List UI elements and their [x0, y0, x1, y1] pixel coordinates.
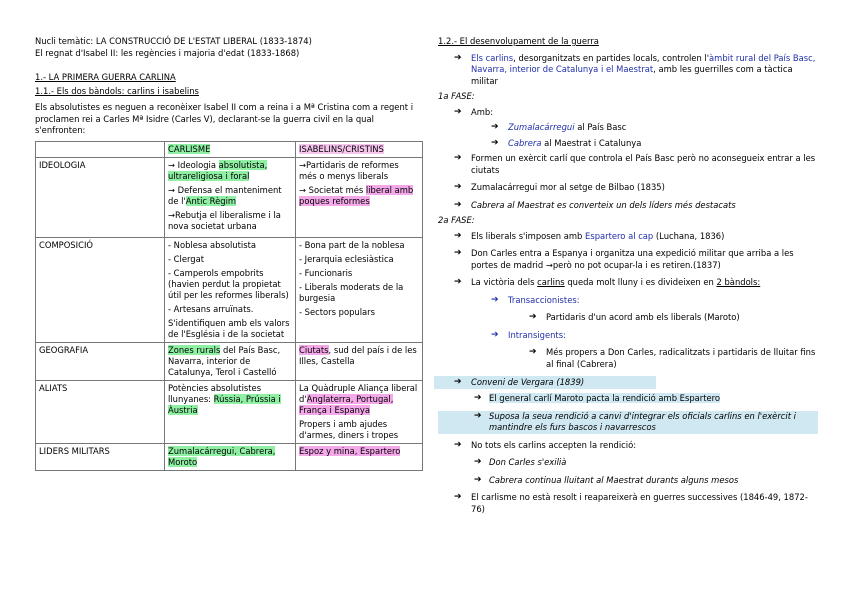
text: → Ideologia	[168, 159, 219, 170]
arrow-icon: ➔	[491, 122, 499, 132]
right-column	[438, 36, 818, 515]
ideologia-isabelins	[296, 157, 423, 237]
list-item: - Sectors populars	[299, 306, 375, 317]
text: Zumalacárregui	[508, 122, 575, 132]
arrow-icon: ➔	[529, 312, 537, 322]
text: Conveni de Vergara (1839)	[471, 377, 585, 387]
text: → Societat més	[299, 184, 366, 195]
highlight: Rússia, Prússia i Àustria	[168, 393, 281, 415]
nucli-line	[35, 36, 423, 48]
aliats-isabelins	[296, 380, 423, 443]
text: 2 bàndols:	[716, 277, 761, 287]
nucli-prefix: Nucli temàtic:	[35, 36, 96, 46]
highlight: Antic Règim	[185, 195, 237, 206]
composicio-carlisme	[165, 237, 296, 342]
list-item	[438, 248, 818, 271]
liders-carlisme	[165, 443, 296, 470]
arrow-icon: ➔	[474, 474, 482, 485]
arrow-icon: ➔	[454, 153, 462, 163]
regnat-line: El regnat d'Isabel II: les regències i majoria d'edat (1833-1868)	[35, 47, 300, 58]
text: Cabrera	[508, 137, 542, 148]
text: Els liberals s'imposen amb	[471, 230, 586, 241]
arrow-icon: ➔	[454, 230, 462, 241]
list-item	[438, 295, 818, 307]
text: del País Basc, Navarra, interior de Catalunya, Terol i Castelló	[168, 344, 281, 377]
text: queda molt lluny i es divideixen en	[564, 277, 717, 287]
list-item	[438, 330, 818, 342]
highlight: absolutista, ultrareligiosa i foral	[168, 159, 268, 181]
text: → Defensa el manteniment de l'	[168, 184, 282, 206]
ideologia-carlisme-a	[168, 160, 292, 182]
text: El general carlí Maroto pacta la rendició amb Espartero	[489, 393, 721, 403]
table-row	[36, 157, 423, 237]
list-item: S'identifiquen amb els valors de l'Església i de la societat	[168, 317, 290, 339]
arrow-icon: ➔	[454, 377, 462, 387]
intro-line-1: Els absolutistes es neguen a reconèixer Isabel II com a reina i a Mª Cristina com a regent i	[35, 102, 414, 112]
text: No tots els carlins accepten la rendició:	[471, 439, 637, 450]
row-label-liders: LIDERS MILITARS	[36, 443, 165, 470]
list-item	[438, 107, 818, 119]
arrow-icon: ➔	[454, 106, 462, 117]
list-item: - Bona part de la noblesa	[299, 239, 405, 250]
arrow-icon: ➔	[491, 294, 499, 305]
text: , desorganitzats en partides locals, controlen l'	[513, 52, 710, 63]
text: Intransigents:	[508, 329, 566, 340]
highlight: Zumalacárregui, Cabrera, Moroto	[168, 445, 276, 467]
table-row	[36, 237, 423, 342]
header-empty-cell	[36, 141, 165, 157]
list-item: - Artesans arruïnats.	[168, 303, 254, 314]
isabelins-label: ISABELINS/CRISTINS	[299, 143, 384, 154]
text: Zumalacárregui mor al setge de Bilbao (1835)	[471, 182, 665, 192]
fase-2-label: 2a FASE:	[438, 215, 475, 225]
list-item	[438, 200, 818, 212]
aliats-isabelins-b: Propers i amb ajudes d'armes, diners i tropes	[299, 418, 399, 440]
text: Potències absolutistes llunyanes:	[168, 382, 262, 404]
row-label-ideologia: IDEOLOGIA	[36, 157, 165, 237]
arrow-icon: ➔	[474, 410, 482, 421]
arrow-icon: ➔	[491, 329, 499, 340]
arrow-icon: ➔	[454, 492, 462, 502]
text: Partidaris d'un acord amb els liberals (Maroto)	[546, 312, 740, 322]
list-item	[438, 138, 818, 150]
highlight: Anglaterra, Portugal, França i Espanya	[299, 393, 394, 415]
text: Suposa la seua rendició a canvi d'integrar els oficials carlins en l'exèrcit i mantindre els furs bascos i navarrescos	[489, 410, 796, 432]
ideologia-carlisme-b	[168, 185, 292, 207]
row-label-composicio: COMPOSICIÓ	[36, 237, 165, 342]
nucli-years: (1833-1874)	[257, 36, 312, 46]
ideologia-isabelins-b	[299, 185, 419, 207]
text: (Luchana, 1836)	[653, 230, 725, 241]
section-1-1-heading: 1.1.- Els dos bàndols: carlins i isabelins	[35, 85, 199, 96]
left-column	[35, 36, 423, 471]
aliats-isabelins-a	[299, 383, 419, 416]
text: Cabrera continua lluitant al Maestrat durants alguns mesos	[489, 474, 739, 485]
list-item	[438, 440, 818, 452]
arrow-icon: ➔	[474, 393, 482, 403]
list-item	[438, 231, 818, 243]
header-carlisme	[165, 141, 296, 157]
geografia-carlisme	[165, 342, 296, 380]
text: Transaccionistes:	[508, 294, 580, 305]
row-label-aliats: ALIATS	[36, 380, 165, 443]
list-item: - Liberals moderats de la burgesia	[299, 281, 404, 303]
arrow-icon: ➔	[529, 347, 537, 357]
list-item	[438, 312, 818, 324]
list-item: - Noblesa absolutista	[168, 239, 256, 250]
text: La victòria dels	[471, 277, 538, 287]
text: , sud del país i de les Illes, Castella	[299, 344, 417, 366]
text: àmbit rural del País Basc, Navarra, interior de Catalunya i el Maestrat	[471, 52, 816, 74]
liders-isabelins	[296, 443, 423, 470]
arrow-icon: ➔	[454, 182, 462, 192]
arrow-icon: ➔	[454, 199, 462, 210]
table-row	[36, 380, 423, 443]
text: Amb:	[471, 106, 494, 117]
text: El carlisme no està resolt i reapareixerà en guerres successives (1846-49, 1872-76)	[471, 492, 808, 514]
table-header-row	[36, 141, 423, 157]
text: carlins	[537, 277, 565, 287]
list-item	[438, 492, 818, 515]
conveni-block	[434, 376, 656, 389]
intro-line-2: proclamen rei a Carles Mª Isidre (Carles V), declarant-se la guerra civil en la qual	[35, 113, 374, 124]
text: La Quàdruple Aliança liberal d'	[299, 382, 418, 404]
text: al Maestrat i Catalunya	[541, 137, 642, 148]
list-item	[438, 53, 818, 88]
list-item	[438, 475, 818, 487]
list-item	[438, 393, 818, 405]
section-1-2-heading: 1.2.- El desenvolupament de la guerra	[438, 36, 599, 46]
list-item	[438, 153, 818, 176]
arrow-icon: ➔	[454, 248, 462, 258]
highlight: liberal amb poques reformes	[299, 184, 414, 206]
text: Cabrera al Maestrat es converteix un dels líders més destacats	[471, 199, 736, 210]
text: , amb les guerrilles com a tàctica militar	[471, 64, 793, 86]
nucli-title: LA CONSTRUCCIÓ DE L'ESTAT LIBERAL	[95, 36, 258, 46]
list-item: - Jerarquia eclesiàstica	[299, 253, 394, 264]
ideologia-isabelins-a: →Partidaris de reformes més o menys liberals	[299, 159, 399, 181]
highlight: Zones rurals	[168, 344, 221, 355]
composicio-isabelins	[296, 237, 423, 342]
fase-1-label: 1a FASE:	[438, 91, 475, 101]
text: al País Basc	[574, 122, 627, 132]
text: Formen un exèrcit carlí que controla el País Basc però no aconsegueix entrar a les ciutats	[471, 153, 816, 175]
arrow-icon: ➔	[454, 52, 462, 63]
arrow-icon: ➔	[454, 439, 462, 450]
list-item: - Clergat	[168, 253, 205, 264]
text: Espartero al cap	[585, 230, 654, 241]
carlisme-label: CARLISME	[168, 143, 211, 154]
list-item	[438, 122, 818, 134]
list-item	[438, 347, 818, 370]
list-item	[438, 376, 656, 389]
highlight: Ciutats	[299, 344, 329, 355]
arrow-icon: ➔	[454, 277, 462, 287]
comparison-table	[35, 141, 423, 471]
arrow-icon: ➔	[491, 137, 499, 148]
intro-line-3: s'enfronten:	[35, 125, 86, 135]
aliats-carlisme	[165, 380, 296, 443]
ideologia-carlisme	[165, 157, 296, 237]
header-isabelins	[296, 141, 423, 157]
highlight: Espoz y mina, Espartero	[299, 445, 401, 456]
ideologia-carlisme-c: →Rebutja el liberalisme i la nova societat urbana	[168, 209, 281, 231]
list-item	[438, 411, 818, 434]
list-item	[438, 182, 818, 194]
text: Els carlins	[471, 52, 514, 63]
row-label-geografia: GEOGRAFIA	[36, 342, 165, 380]
geografia-isabelins	[296, 342, 423, 380]
table-row	[36, 342, 423, 380]
list-item: - Funcionaris	[299, 267, 353, 278]
table-row	[36, 443, 423, 470]
text: Don Carles entra a Espanya i organitza una expedició militar que arriba a les portes de madrid →però no pot ocupar-la i es retiren.(1837)	[471, 248, 794, 270]
list-item: - Camperols empobrits (havien perdut la propietat útil per les reformes liberals)	[168, 267, 289, 300]
arrow-icon: ➔	[474, 457, 482, 467]
section-1-heading: 1.- LA PRIMERA GUERRA CARLINA	[35, 72, 176, 82]
list-item	[438, 457, 818, 469]
text: Don Carles s'exilià	[489, 457, 567, 467]
text: Més propers a Don Carles, radicalitzats i partidaris de lluitar fins al final (Cabrera)	[546, 347, 816, 369]
list-item	[438, 277, 818, 289]
